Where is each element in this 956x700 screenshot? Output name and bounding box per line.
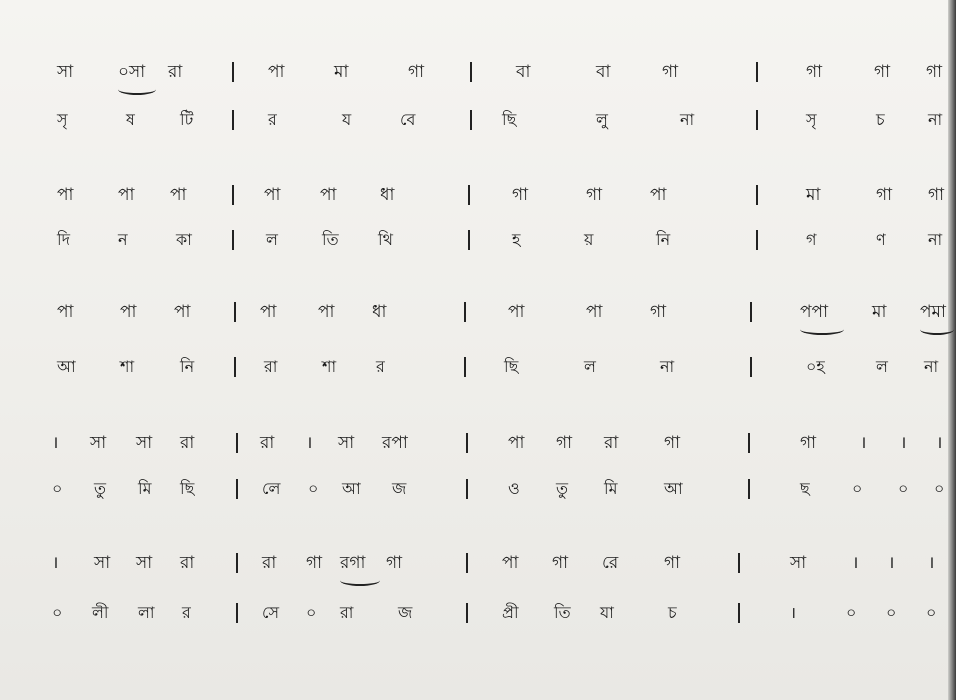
measure-bar <box>236 603 238 623</box>
note: গা <box>512 185 529 205</box>
measure-bar <box>232 185 234 205</box>
syllable: শা <box>322 357 337 376</box>
syllable: ষ <box>126 110 135 129</box>
syllable: মি <box>604 479 618 498</box>
syllable: তু <box>556 479 569 498</box>
syllable: ০ <box>52 603 63 622</box>
note: পা <box>318 302 335 322</box>
syllable: দি <box>57 230 70 249</box>
note: গা <box>664 433 681 453</box>
syllable: ০ <box>852 479 863 498</box>
syllable: জ <box>392 479 407 498</box>
syllable: ছ <box>800 479 810 498</box>
measure-bar <box>756 62 758 82</box>
note: সা <box>790 553 807 573</box>
note: পা <box>502 553 519 573</box>
note: । <box>852 553 859 573</box>
note: রে <box>602 553 619 573</box>
note: পা <box>320 185 337 205</box>
measure-bar <box>738 553 740 573</box>
syllable: র <box>268 110 277 129</box>
measure-bar <box>232 230 234 250</box>
syllable: গ <box>806 230 817 249</box>
note: পা <box>57 302 74 322</box>
syllable: সৃ <box>806 110 817 129</box>
note: সা <box>90 433 107 453</box>
note: পা <box>170 185 187 205</box>
syllable: ছি <box>180 479 195 498</box>
syllable: । <box>790 603 797 622</box>
note: বা <box>516 62 531 82</box>
note: পা <box>260 302 277 322</box>
syllable: য় <box>584 230 594 249</box>
syllable: তি <box>322 230 339 249</box>
note: ধা <box>372 302 387 322</box>
syllable: মি <box>138 479 152 498</box>
syllable: র <box>376 357 385 376</box>
measure-bar <box>756 110 758 130</box>
syllable: না <box>924 357 939 376</box>
notation-row-1 <box>0 57 956 87</box>
syllable: ল <box>266 230 278 249</box>
note: গা <box>874 62 891 82</box>
syllable: ল <box>876 357 888 376</box>
note: । <box>306 433 313 453</box>
lyrics-row-3 <box>0 352 956 382</box>
note: পা <box>118 185 135 205</box>
note: । <box>52 553 59 573</box>
note: বা <box>596 62 611 82</box>
slur-mark <box>340 575 380 586</box>
syllable: টি <box>180 110 194 129</box>
syllable: লু <box>596 110 608 129</box>
notation-row-3 <box>0 297 956 327</box>
syllable: না <box>928 230 943 249</box>
measure-bar <box>468 185 470 205</box>
syllable: কা <box>176 230 192 249</box>
syllable: ০ <box>886 603 897 622</box>
syllable: লা <box>138 603 155 622</box>
measure-bar <box>232 110 234 130</box>
syllable: হ <box>512 230 521 249</box>
measure-bar <box>236 479 238 499</box>
syllable: ০ <box>926 603 937 622</box>
note: সা <box>136 553 153 573</box>
measure-bar <box>750 357 752 377</box>
note: গা <box>806 62 823 82</box>
note: পা <box>650 185 667 205</box>
lyrics-row-5 <box>0 598 956 628</box>
note: গা <box>552 553 569 573</box>
lyrics-row-1 <box>0 105 956 135</box>
notation-row-2 <box>0 180 956 210</box>
note: ধা <box>380 185 395 205</box>
note: রগা <box>340 553 366 573</box>
measure-bar <box>236 553 238 573</box>
lyrics-row-4 <box>0 474 956 504</box>
syllable: লী <box>92 603 109 622</box>
measure-bar <box>748 479 750 499</box>
note: সা <box>136 433 153 453</box>
syllable: ও <box>508 479 520 498</box>
measure-bar <box>464 302 466 322</box>
note: গা <box>586 185 603 205</box>
slur-mark <box>920 324 954 335</box>
syllable: ০ <box>846 603 857 622</box>
note: মা <box>334 62 349 82</box>
note: । <box>936 433 943 453</box>
note: । <box>900 433 907 453</box>
syllable: না <box>680 110 695 129</box>
note: পা <box>508 302 525 322</box>
syllable: আ <box>342 479 361 498</box>
note: রা <box>604 433 619 453</box>
syllable: যা <box>600 603 614 622</box>
note: পা <box>264 185 281 205</box>
note: পা <box>508 433 525 453</box>
measure-bar <box>466 433 468 453</box>
measure-bar <box>234 357 236 377</box>
syllable: ণ <box>876 230 886 249</box>
syllable: ০ <box>934 479 945 498</box>
syllable: ছি <box>504 357 519 376</box>
syllable: আ <box>57 357 76 376</box>
note: । <box>888 553 895 573</box>
measure-bar <box>738 603 740 623</box>
syllable: নি <box>180 357 195 376</box>
syllable: রা <box>340 603 354 622</box>
note: সা <box>57 62 74 82</box>
note: পা <box>57 185 74 205</box>
syllable: প্রী <box>502 603 519 622</box>
syllable: ছি <box>502 110 517 129</box>
measure-bar <box>748 433 750 453</box>
measure-bar <box>466 603 468 623</box>
note: পা <box>268 62 285 82</box>
note: গা <box>556 433 573 453</box>
note: । <box>52 433 59 453</box>
measure-bar <box>464 357 466 377</box>
syllable: র <box>182 603 191 622</box>
note: গা <box>928 185 945 205</box>
note: পা <box>586 302 603 322</box>
syllable: শা <box>120 357 135 376</box>
note: মা <box>806 185 821 205</box>
measure-bar <box>232 62 234 82</box>
syllable: আ <box>664 479 683 498</box>
measure-bar <box>236 433 238 453</box>
note: রা <box>168 62 183 82</box>
syllable: সে <box>262 603 280 622</box>
measure-bar <box>756 185 758 205</box>
syllable: ০ <box>308 479 319 498</box>
note: পমা <box>920 302 946 322</box>
syllable: না <box>660 357 675 376</box>
notation-row-5 <box>0 548 956 578</box>
syllable: নি <box>656 230 671 249</box>
note: পা <box>174 302 191 322</box>
note: ০সা <box>118 62 146 82</box>
note: সা <box>338 433 355 453</box>
note: রা <box>180 433 195 453</box>
measure-bar <box>468 230 470 250</box>
syllable: তু <box>94 479 107 498</box>
note: সা <box>94 553 111 573</box>
measure-bar <box>234 302 236 322</box>
note: রপা <box>382 433 408 453</box>
syllable: তি <box>554 603 571 622</box>
syllable: ০ <box>52 479 63 498</box>
note: মা <box>872 302 887 322</box>
note: গা <box>662 62 679 82</box>
syllable: চ <box>876 110 885 129</box>
slur-mark <box>800 324 844 335</box>
measure-bar <box>470 110 472 130</box>
note: গা <box>386 553 403 573</box>
syllable: লে <box>262 479 281 498</box>
note: গা <box>876 185 893 205</box>
syllable: ০ <box>898 479 909 498</box>
syllable: থি <box>378 230 393 249</box>
syllable: বে <box>400 110 416 129</box>
measure-bar <box>750 302 752 322</box>
measure-bar <box>470 62 472 82</box>
syllable: সৃ <box>57 110 68 129</box>
measure-bar <box>756 230 758 250</box>
syllable: না <box>928 110 943 129</box>
note: রা <box>260 433 275 453</box>
lyrics-row-2 <box>0 225 956 255</box>
note: । <box>928 553 935 573</box>
syllable: জ <box>398 603 413 622</box>
slur-mark <box>118 84 156 95</box>
note: পা <box>120 302 137 322</box>
note: গা <box>800 433 817 453</box>
syllable: ০হ <box>806 357 825 376</box>
measure-bar <box>466 553 468 573</box>
measure-bar <box>466 479 468 499</box>
syllable: চ <box>668 603 677 622</box>
syllable: রা <box>264 357 278 376</box>
note: রা <box>262 553 277 573</box>
note: । <box>860 433 867 453</box>
syllable: ০ <box>306 603 317 622</box>
note: গা <box>408 62 425 82</box>
note: রা <box>180 553 195 573</box>
syllable: ল <box>584 357 596 376</box>
note: গা <box>306 553 323 573</box>
syllable: ন <box>118 230 128 249</box>
note: পপা <box>800 302 829 322</box>
notation-row-4 <box>0 428 956 458</box>
note: গা <box>664 553 681 573</box>
note: গা <box>926 62 943 82</box>
syllable: য <box>342 110 352 129</box>
note: গা <box>650 302 667 322</box>
